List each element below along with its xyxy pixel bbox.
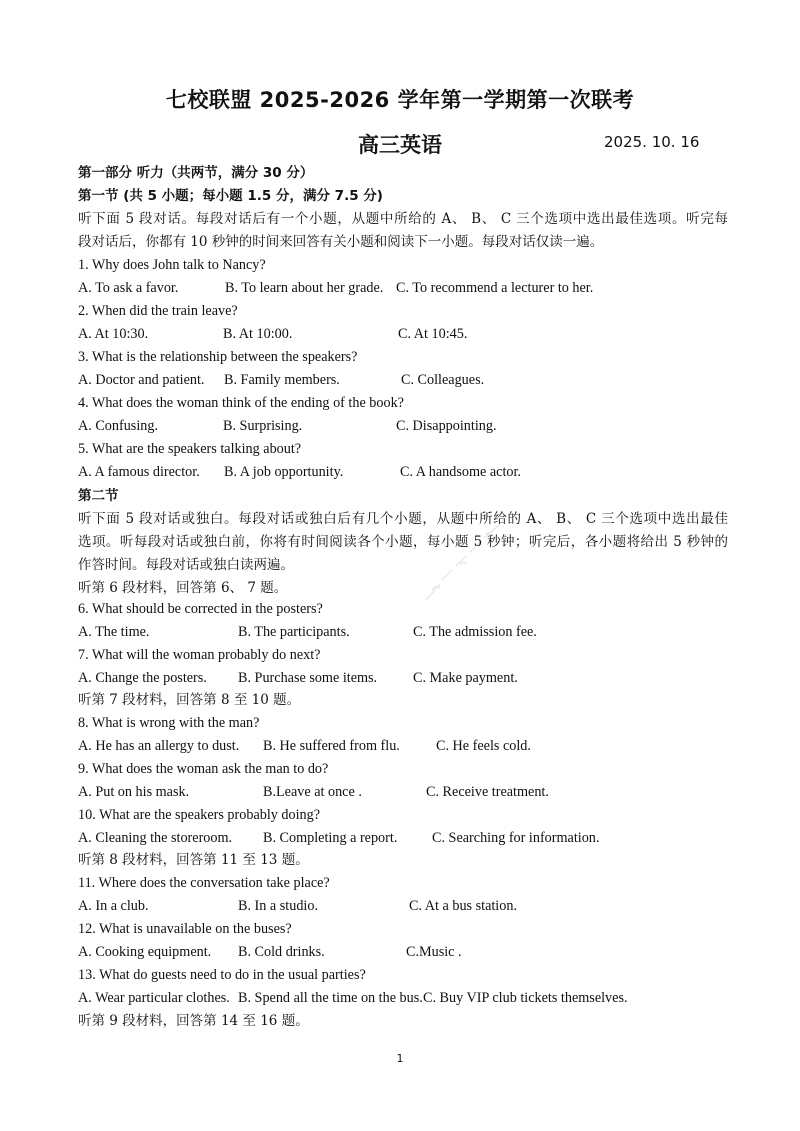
option-a: A. In a club.: [78, 898, 149, 914]
option-b: B. Cold drinks.: [238, 944, 325, 960]
question-6-stem: 6. What should be corrected in the posters?: [78, 601, 323, 617]
option-b: B. Surprising.: [223, 418, 303, 434]
option-c: C. He feels cold.: [436, 738, 531, 754]
option-b: B. A job opportunity.: [224, 464, 344, 480]
question-7-stem: 7. What will the woman probably do next?: [78, 647, 321, 663]
page-number: 1: [396, 1052, 404, 1065]
question-13-stem: 13. What do guests need to do in the usual parties?: [78, 967, 366, 983]
question-3-stem: 3. What is the relationship between the speakers?: [78, 349, 358, 365]
question-2-stem: 2. When did the train leave?: [78, 303, 238, 319]
question-1-stem: 1. Why does John talk to Nancy?: [78, 257, 266, 273]
option-a: A. Cleaning the storeroom.: [78, 830, 233, 846]
option-a: A. To ask a favor.: [78, 280, 179, 296]
option-a: A. The time.: [78, 624, 150, 640]
option-b: B. The participants.: [238, 624, 350, 640]
material-8-note: 听第 8 段材料，回答第 11 至 13 题。: [78, 852, 309, 868]
section1-instructions-line1: 听下面 5 段对话。每段对话后有一个小题，从题中所给的 A、 B、 C 三个选项中选出最佳选项。听完每: [78, 211, 728, 227]
material-9-note: 听第 9 段材料，回答第 14 至 16 题。: [78, 1013, 309, 1029]
option-a: A. He has an allergy to dust.: [78, 738, 240, 754]
option-b: B. At 10:00.: [223, 326, 293, 342]
question-11-stem: 11. Where does the conversation take place?: [78, 875, 330, 891]
option-a: A. A famous director.: [78, 464, 200, 480]
watermark-stamp-icon: [420, 520, 510, 610]
option-c: C. To recommend a lecturer to her.: [396, 280, 594, 296]
question-9-stem: 9. What does the woman ask the man to do?: [78, 761, 329, 777]
option-a: A. Change the posters.: [78, 670, 207, 686]
question-5-stem: 5. What are the speakers talking about?: [78, 441, 302, 457]
option-c: C. Buy VIP club tickets themselves.: [423, 990, 628, 1006]
section2-instructions-line2: 选项。听每段对话或独白前，你将有时间阅读各个小题，每小题 5 秒钟；听完后，各小题将给出 5 秒钟的: [78, 534, 728, 550]
exam-title: 七校联盟 2025-2026 学年第一学期第一次联考: [165, 88, 635, 112]
option-a: A. At 10:30.: [78, 326, 149, 342]
exam-subject: 高三英语: [358, 133, 442, 157]
section2-heading: 第二节: [78, 488, 119, 504]
option-c: C. At a bus station.: [409, 898, 517, 914]
section2-instructions-line1: 听下面 5 段对话或独白。每段对话或独白后有几个小题，从题中所给的 A、 B、 C 三个选项中选出最佳: [78, 511, 728, 527]
option-c: C. Colleagues.: [401, 372, 485, 388]
question-4-stem: 4. What does the woman think of the ending of the book?: [78, 395, 404, 411]
option-a: A. Wear particular clothes.: [78, 990, 230, 1006]
option-b: B. To learn about her grade.: [225, 280, 384, 296]
option-a: A. Put on his mask.: [78, 784, 190, 800]
option-a: A. Cooking equipment.: [78, 944, 212, 960]
option-c: C. Make payment.: [413, 670, 518, 686]
section1-instructions-line2: 段对话后，你都有 10 秒钟的时间来回答有关小题和阅读下一小题。每段对话仅读一遍。: [78, 234, 604, 250]
option-b: B. In a studio.: [238, 898, 318, 914]
option-c: C. Receive treatment.: [426, 784, 549, 800]
part1-heading: 第一部分 听力（共两节，满分 30 分）: [78, 165, 314, 181]
section2-instructions-line3: 作答时间。每段对话或独白读两遍。: [78, 557, 294, 573]
option-b: B. Purchase some items.: [238, 670, 378, 686]
exam-date: 2025. 10. 16: [604, 133, 700, 151]
option-b: B.Leave at once .: [263, 784, 362, 800]
question-8-stem: 8. What is wrong with the man?: [78, 715, 260, 731]
option-a: A. Confusing.: [78, 418, 159, 434]
question-10-stem: 10. What are the speakers probably doing?: [78, 807, 321, 823]
question-12-stem: 12. What is unavailable on the buses?: [78, 921, 292, 937]
option-c: C. A handsome actor.: [400, 464, 521, 480]
option-c: C.Music .: [406, 944, 462, 960]
option-c: C. At 10:45.: [398, 326, 468, 342]
option-c: C. The admission fee.: [413, 624, 537, 640]
option-b: B. Completing a report.: [263, 830, 398, 846]
option-c: C. Disappointing.: [396, 418, 497, 434]
option-b: B. Family members.: [224, 372, 340, 388]
material-7-note: 听第 7 段材料，回答第 8 至 10 题。: [78, 692, 301, 708]
option-b: B. Spend all the time on the bus.: [238, 990, 423, 1006]
option-c: C. Searching for information.: [432, 830, 600, 846]
option-b: B. He suffered from flu.: [263, 738, 400, 754]
option-a: A. Doctor and patient.: [78, 372, 205, 388]
material-6-note: 听第 6 段材料，回答第 6、 7 题。: [78, 580, 288, 596]
section1-heading: 第一节 (共 5 小题；每小题 1.5 分，满分 7.5 分): [78, 188, 383, 204]
